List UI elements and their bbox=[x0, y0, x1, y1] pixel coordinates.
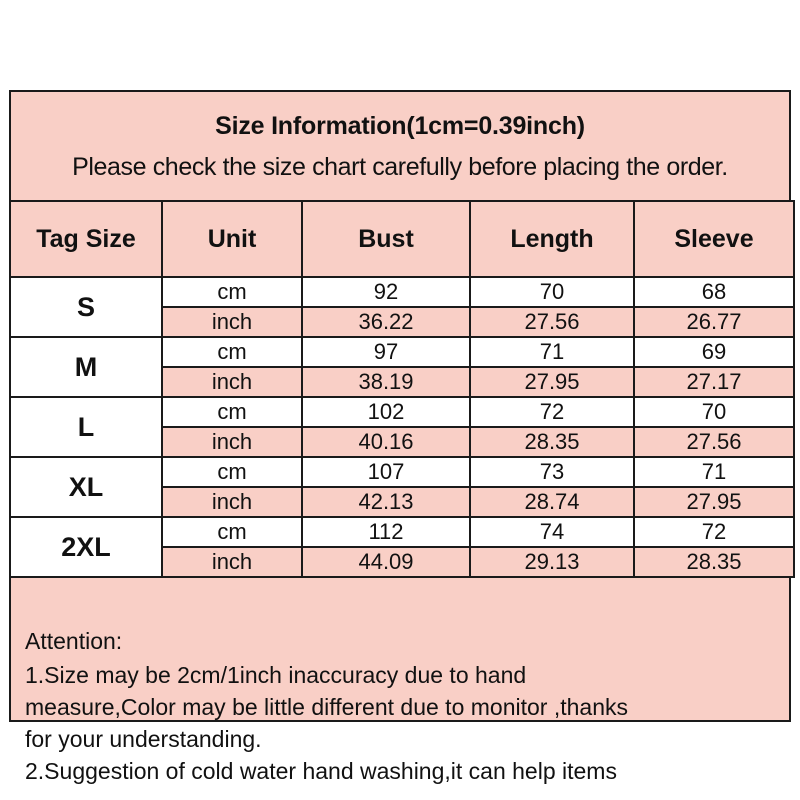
bust-cell: 97 bbox=[302, 337, 470, 367]
sleeve-cell: 27.56 bbox=[634, 427, 794, 457]
bust-cell: 107 bbox=[302, 457, 470, 487]
length-cell: 27.95 bbox=[470, 367, 634, 397]
sleeve-cell: 69 bbox=[634, 337, 794, 367]
column-header-unit: Unit bbox=[162, 201, 302, 277]
sleeve-cell: 70 bbox=[634, 397, 794, 427]
sleeve-cell: 72 bbox=[634, 517, 794, 547]
tag-size-cell: XL bbox=[10, 457, 162, 517]
tag-size-cell: L bbox=[10, 397, 162, 457]
bust-cell: 112 bbox=[302, 517, 470, 547]
length-cell: 70 bbox=[470, 277, 634, 307]
bust-cell: 40.16 bbox=[302, 427, 470, 457]
sleeve-cell: 27.95 bbox=[634, 487, 794, 517]
column-header-length: Length bbox=[470, 201, 634, 277]
tag-size-cell: S bbox=[10, 277, 162, 337]
length-cell: 71 bbox=[470, 337, 634, 367]
table-row bbox=[10, 397, 794, 427]
unit-cell: cm bbox=[162, 517, 302, 547]
bust-cell: 38.19 bbox=[302, 367, 470, 397]
length-cell: 27.56 bbox=[470, 307, 634, 337]
column-header-tag-size: Tag Size bbox=[10, 201, 162, 277]
table-row bbox=[10, 457, 794, 487]
size-chart-table bbox=[9, 200, 795, 578]
tag-size-cell: M bbox=[10, 337, 162, 397]
table-row bbox=[10, 277, 794, 307]
notes-block bbox=[25, 660, 781, 788]
note-line: measure,Color may be little different due to monitor ,thanks bbox=[25, 694, 628, 720]
column-header-sleeve: Sleeve bbox=[634, 201, 794, 277]
attention-label: Attention: bbox=[25, 628, 123, 654]
page-title: Size Information(1cm=0.39inch) bbox=[215, 112, 585, 140]
length-cell: 29.13 bbox=[470, 547, 634, 577]
length-cell: 73 bbox=[470, 457, 634, 487]
unit-cell: cm bbox=[162, 337, 302, 367]
unit-cell: cm bbox=[162, 397, 302, 427]
table-header-row bbox=[10, 201, 794, 277]
bust-cell: 42.13 bbox=[302, 487, 470, 517]
length-cell: 72 bbox=[470, 397, 634, 427]
length-cell: 28.74 bbox=[470, 487, 634, 517]
table-row bbox=[10, 337, 794, 367]
sleeve-cell: 71 bbox=[634, 457, 794, 487]
sleeve-cell: 26.77 bbox=[634, 307, 794, 337]
unit-cell: cm bbox=[162, 457, 302, 487]
note-line: for your understanding. bbox=[25, 726, 262, 752]
unit-cell: inch bbox=[162, 307, 302, 337]
sleeve-cell: 68 bbox=[634, 277, 794, 307]
bust-cell: 36.22 bbox=[302, 307, 470, 337]
size-information-card bbox=[9, 90, 791, 784]
bust-cell: 92 bbox=[302, 277, 470, 307]
length-cell: 74 bbox=[470, 517, 634, 547]
unit-cell: inch bbox=[162, 367, 302, 397]
note-line: 1.Size may be 2cm/1inch inaccuracy due to hand bbox=[25, 662, 527, 688]
note-line: 2.Suggestion of cold water hand washing,it can help items bbox=[25, 758, 617, 784]
sleeve-cell: 27.17 bbox=[634, 367, 794, 397]
length-cell: 28.35 bbox=[470, 427, 634, 457]
bust-cell: 44.09 bbox=[302, 547, 470, 577]
unit-cell: inch bbox=[162, 547, 302, 577]
bust-cell: 102 bbox=[302, 397, 470, 427]
unit-cell: inch bbox=[162, 427, 302, 457]
table-row bbox=[10, 517, 794, 547]
unit-cell: cm bbox=[162, 277, 302, 307]
tag-size-cell: 2XL bbox=[10, 517, 162, 577]
sleeve-cell: 28.35 bbox=[634, 547, 794, 577]
unit-cell: inch bbox=[162, 487, 302, 517]
column-header-bust: Bust bbox=[302, 201, 470, 277]
page-subtitle: Please check the size chart carefully before placing the order. bbox=[72, 153, 728, 181]
